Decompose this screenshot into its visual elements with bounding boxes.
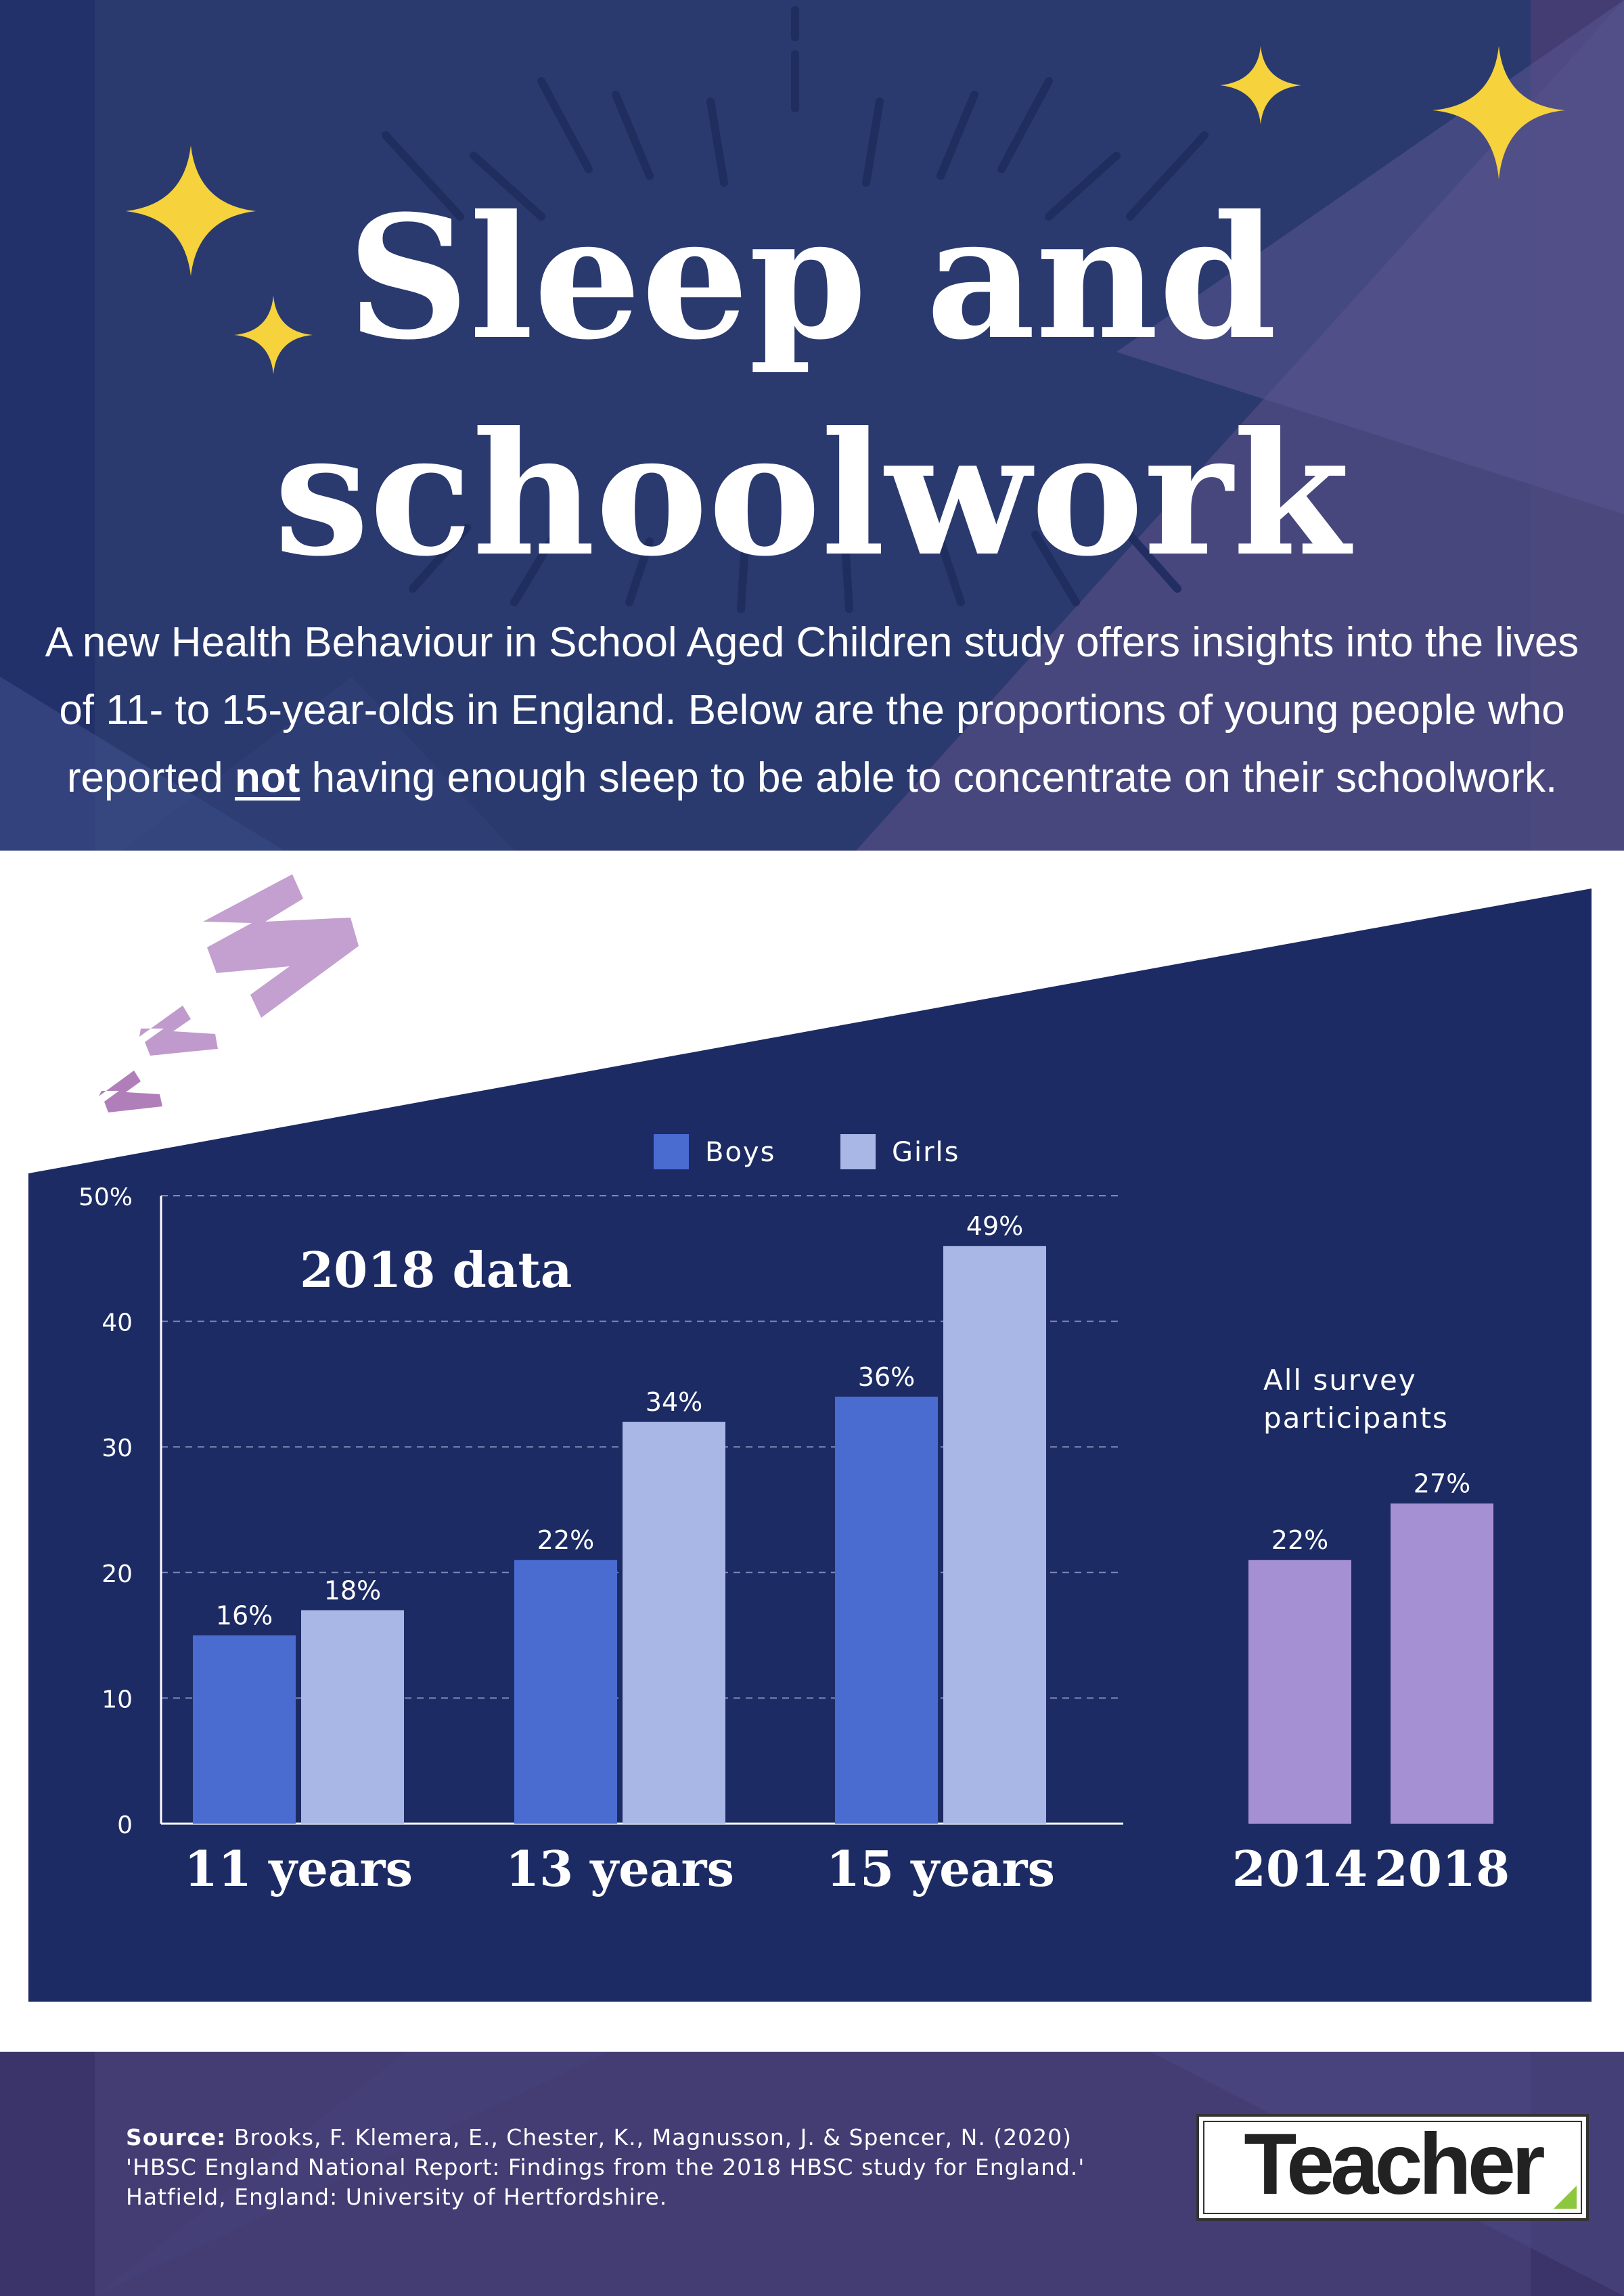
logo-triangle-icon — [1554, 2186, 1577, 2209]
intro-paragraph — [27, 609, 1597, 812]
footer — [0, 2052, 1624, 2296]
bar-girls — [943, 1246, 1046, 1824]
legend-label-girls: Girls — [892, 1137, 960, 1168]
source-text: Brooks, F. Klemera, E., Chester, K., Magnusson, J. & Spencer, N. (2020) 'HBSC England National Report: Findings from the 2018 HBSC study for England.' Hatfield, England: University of Hertfordshire. — [126, 2124, 1085, 2210]
x-category-label: 2018 — [1374, 1840, 1510, 1897]
y-tick-label: 50% — [78, 1184, 133, 1211]
header-banner — [0, 0, 1624, 851]
y-tick-label: 0 — [117, 1811, 133, 1839]
data-label: 49% — [966, 1211, 1024, 1242]
bar-boys — [835, 1397, 938, 1824]
star-icon — [1220, 46, 1301, 125]
chart-canvas — [0, 851, 1624, 2052]
intro-text: A new Health Behaviour in School Aged Children study offers insights into the lives of 11- to 15-year-olds in England. Below are the proportions of young people who reported — [45, 619, 1579, 801]
chart-title-2018: 2018 data — [300, 1241, 572, 1299]
x-category-label: 11 years — [183, 1840, 413, 1897]
data-label: 34% — [645, 1387, 703, 1418]
y-tick-label: 20 — [102, 1560, 133, 1588]
intro-text-end: having enough sleep to be able to concentrate on their schoolwork. — [300, 755, 1558, 801]
bar-boys — [193, 1636, 296, 1824]
y-tick-label: 40 — [102, 1309, 133, 1337]
x-category-label: 13 years — [505, 1840, 735, 1897]
bar-girls — [301, 1610, 404, 1824]
legend-label-boys: Boys — [705, 1137, 776, 1168]
data-label: 27% — [1413, 1468, 1471, 1499]
bar-girls — [623, 1422, 725, 1824]
title-line-2: schoolwork — [273, 395, 1351, 593]
chart-title-all-line2: participants — [1263, 1401, 1449, 1435]
x-category-label: 2014 — [1232, 1840, 1368, 1897]
legend-swatch-boys — [654, 1134, 689, 1169]
teacher-logo — [1196, 2114, 1589, 2221]
teacher-logo-text: Teacher — [1244, 2116, 1541, 2213]
chart-background — [28, 888, 1592, 2002]
source-label: Source: — [126, 2124, 227, 2151]
data-label: 22% — [537, 1525, 595, 1556]
zzz-icon — [99, 874, 359, 1112]
page-title — [0, 169, 1624, 602]
bar-boys — [514, 1560, 617, 1824]
intro-emphasis: not — [234, 755, 300, 801]
title-line-1: Sleep and — [346, 178, 1278, 377]
bar-all-participants — [1391, 1504, 1493, 1824]
data-label: 18% — [323, 1575, 382, 1606]
legend-swatch-girls — [840, 1134, 876, 1169]
x-category-label: 15 years — [826, 1840, 1056, 1897]
data-label: 36% — [857, 1361, 916, 1392]
y-tick-label: 10 — [102, 1686, 133, 1714]
data-label: 22% — [1271, 1525, 1329, 1556]
chart-title-all-line1: All survey — [1263, 1364, 1417, 1397]
y-tick-label: 30 — [102, 1435, 133, 1463]
source-citation — [126, 2123, 1087, 2212]
bar-all-participants — [1248, 1560, 1351, 1824]
data-label: 16% — [215, 1600, 273, 1631]
